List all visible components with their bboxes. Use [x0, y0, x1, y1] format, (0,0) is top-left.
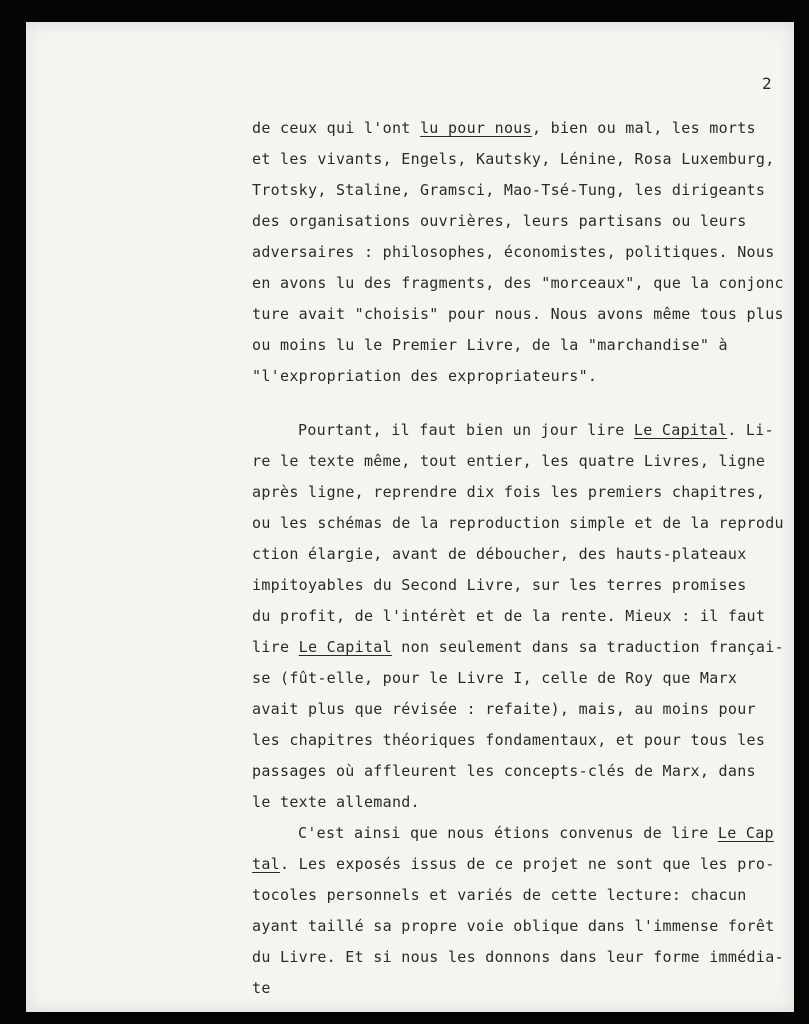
text-line: re le texte même, tout entier, les quatre Livres, ligne	[252, 452, 766, 470]
text-line: impitoyables du Second Livre, sur les terres promises	[252, 576, 747, 594]
text-segment: , bien ou mal, les morts	[531, 119, 756, 137]
underlined-text: Le Capital	[298, 638, 392, 656]
text-line	[298, 420, 774, 440]
text-line: ture avait "choisis" pour nous. Nous avons même tous plus	[252, 305, 784, 323]
text-segment: non seulement dans sa traduction françai-	[391, 638, 784, 656]
text-line: des organisations ouvrières, leurs partisans ou leurs	[252, 212, 747, 230]
text-line: tocoles personnels et variés de cette lecture: chacun	[252, 886, 747, 904]
text-line: se (fût-elle, pour le Livre I, celle de Roy que Marx	[252, 669, 738, 687]
text-line	[298, 823, 774, 843]
text-segment: . Li-	[727, 421, 774, 439]
text-line: avait plus que révisée : refaite), mais, au moins pour	[252, 700, 756, 718]
text-line: le texte allemand.	[252, 793, 420, 811]
text-line: ou les schémas de la reproduction simple et de la reprodu	[252, 514, 784, 532]
text-line: ou moins lu le Premier Livre, de la "marchandise" à	[252, 336, 728, 354]
text-line: ction élargie, avant de déboucher, des hauts-plateaux	[252, 545, 747, 563]
text-segment: . Les exposés issus de ce projet ne sont que les pro-	[280, 855, 775, 873]
text-line	[252, 854, 775, 874]
text-line: les chapitres théoriques fondamentaux, et pour tous les	[252, 731, 766, 749]
text-line: en avons lu des fragments, des "morceaux", que la conjonc	[252, 274, 784, 292]
text-segment: de ceux qui l'ont	[252, 119, 420, 137]
underlined-text: Le Cap	[717, 824, 774, 842]
text-line: adversaires : philosophes, économistes, politiques. Nous	[252, 243, 775, 261]
text-line: ayant taillé sa propre voie oblique dans l'immense forêt	[252, 917, 775, 935]
page-number: 2	[762, 74, 772, 93]
text-line	[252, 637, 784, 657]
underlined-text: lu pour nous	[419, 119, 532, 137]
text-line: te	[252, 979, 271, 997]
text-line: après ligne, reprendre dix fois les premiers chapitres,	[252, 483, 766, 501]
text-line: du Livre. Et si nous les donnons dans leur forme immédia-	[252, 948, 784, 966]
text-line: passages où affleurent les concepts-clés de Marx, dans	[252, 762, 756, 780]
text-line: du profit, de l'intérèt et de la rente. Mieux : il faut	[252, 607, 766, 625]
text-segment: C'est ainsi que nous étions convenus de lire	[298, 824, 718, 842]
text-line: et les vivants, Engels, Kautsky, Lénine, Rosa Luxemburg,	[252, 150, 775, 168]
underlined-text: tal	[252, 855, 280, 873]
text-segment: lire	[252, 638, 299, 656]
text-segment: Pourtant, il faut bien un jour lire	[298, 421, 634, 439]
typed-page	[26, 22, 794, 1012]
text-line	[252, 118, 756, 138]
underlined-text: Le Capital	[633, 421, 728, 439]
text-line: "l'expropriation des expropriateurs".	[252, 367, 598, 385]
text-line: Trotsky, Staline, Gramsci, Mao-Tsé-Tung, les dirigeants	[252, 181, 766, 199]
